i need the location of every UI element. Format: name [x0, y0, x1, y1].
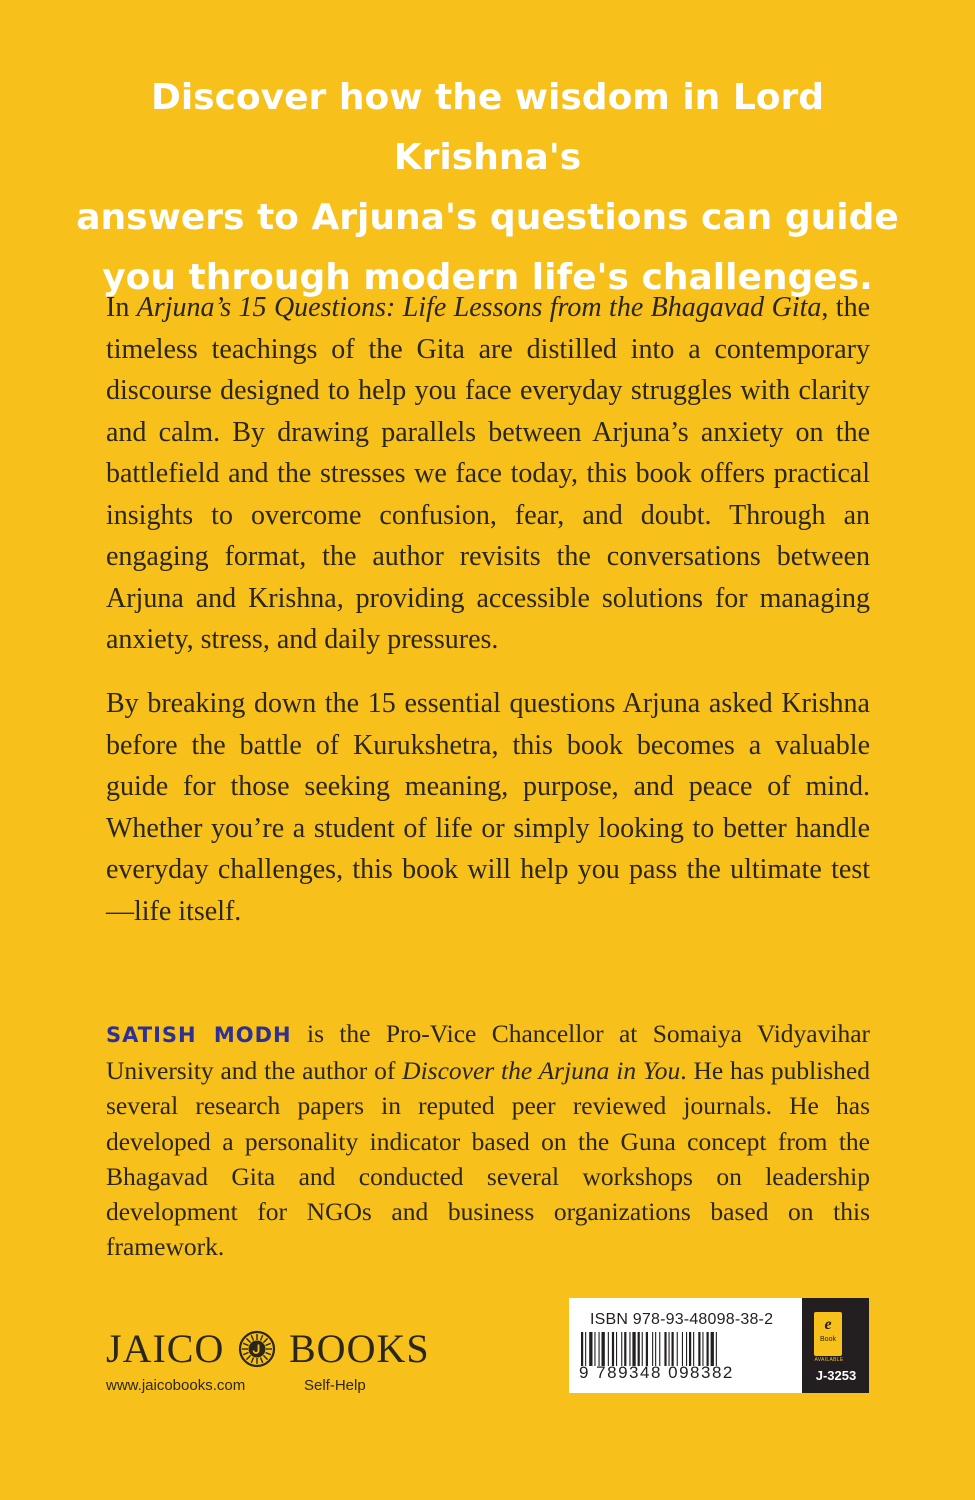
headline: [60, 68, 915, 308]
headline-line-1: Discover how the wisdom in Lord Krishna's: [150, 77, 825, 178]
barcode-bar: [707, 1332, 709, 1366]
jaico-sun-logo-icon: [237, 1329, 277, 1369]
author-previous-book: Discover the Arjuna in You: [402, 1056, 681, 1086]
barcode-bar: [642, 1332, 643, 1366]
barcode-bar: [589, 1332, 592, 1366]
barcode-bar: [646, 1332, 648, 1366]
barcode-bar: [632, 1332, 635, 1366]
description-paragraph-2-text: By breaking down the 15 essential questions Arjuna asked Krishna before the battle of Kurukshetra, this book becomes a valuable guide for those seeking meaning, purpose, and peace of mind. Whether you’re a student of life or simply looking to better handle everyday challenges, this book will help you pass the ultimate test—life itself.: [106, 688, 870, 927]
barcode-bar: [711, 1332, 714, 1366]
barcode-bar: [677, 1332, 678, 1366]
isbn-digits: 9 789348 098382: [579, 1363, 734, 1382]
barcode-bar: [612, 1332, 614, 1366]
isbn-label: ISBN 978-93-48098-38-2: [590, 1311, 774, 1328]
barcode-bar: [669, 1332, 670, 1366]
barcode-bar: [585, 1332, 586, 1366]
barcode-area: [569, 1298, 802, 1393]
barcode-bar: [716, 1332, 717, 1366]
barcode-bar: [624, 1332, 626, 1366]
barcode-bar: [655, 1332, 656, 1366]
barcode-bar: [659, 1332, 660, 1366]
publisher-name-right: BOOKS: [289, 1326, 430, 1371]
barcode-bar: [629, 1332, 630, 1366]
barcode-bar: [689, 1332, 691, 1366]
book-title: Arjuna’s 15 Questions: Life Lessons from the Bhagavad Gita: [136, 292, 822, 323]
barcode-bar: [608, 1332, 609, 1366]
barcode-bar: [693, 1332, 694, 1366]
barcode-bar: [621, 1332, 622, 1366]
barcode-bar: [602, 1332, 605, 1366]
barcode-bar: [672, 1332, 674, 1366]
author-bio-text-2: . He has published several research papers in reputed peer reviewed journals. He has developed a personality indicator based on the Guna concept from the Bhagavad Gita and conducted several workshops on leadership development for NGOs and business organizations based on this framework.: [106, 1056, 870, 1262]
barcode-bar: [599, 1332, 600, 1366]
author-name: SATISH MODH: [106, 1023, 292, 1047]
description-intro: In: [106, 292, 137, 323]
description-paragraph-1: [106, 287, 870, 661]
publisher-url: www.jaicobooks.com: [106, 1377, 246, 1394]
barcode-bar: [698, 1332, 700, 1366]
ebook-icon: [814, 1312, 842, 1356]
headline-line-2: answers to Arjuna's questions can guide: [76, 197, 899, 238]
headline-line-3: you through modern life's challenges.: [102, 257, 873, 298]
barcode-bar: [594, 1332, 595, 1366]
barcode-bar: [616, 1332, 617, 1366]
ebook-available-label: AVAILABLE: [814, 1357, 844, 1363]
publisher-name-left: JAICO: [106, 1326, 225, 1371]
ebook-letter: e: [824, 1316, 832, 1333]
barcode-bars: [581, 1332, 791, 1366]
barcode-bar: [652, 1332, 653, 1366]
author-bio: [106, 1016, 870, 1264]
barcode-bar: [686, 1332, 687, 1366]
barcode-bar: [581, 1332, 583, 1366]
author-bio-text-1: is the Pro-Vice Chancellor at Somaiya Vidyavihar University and the author of: [106, 1019, 871, 1086]
description-paragraph-2: [106, 683, 870, 932]
barcode-bar: [664, 1332, 666, 1366]
publisher-imprint: [106, 1325, 436, 1395]
ebook-word: Book: [820, 1336, 836, 1343]
barcode-bar: [682, 1332, 683, 1366]
barcode-bar: [702, 1332, 703, 1366]
barcode-panel: [569, 1298, 869, 1393]
genre-label: Self-Help: [304, 1377, 366, 1394]
catalog-code: J-3253: [815, 1368, 857, 1383]
description-body: , the timeless teachings of the Gita are distilled into a contemporary discourse designed to help you face everyday struggles with clarity and calm. By drawing parallels between Arjuna’s anxiety on the battlefield and the stresses we face today, this book offers practical insights to overcome confusion, fear, and doubt. Through an engaging format, the author revisits the conversations between Arjuna and Krishna, providing accessible solutions for managing anxiety, stress, and daily pressures.: [106, 292, 871, 655]
barcode-bar: [638, 1332, 640, 1366]
